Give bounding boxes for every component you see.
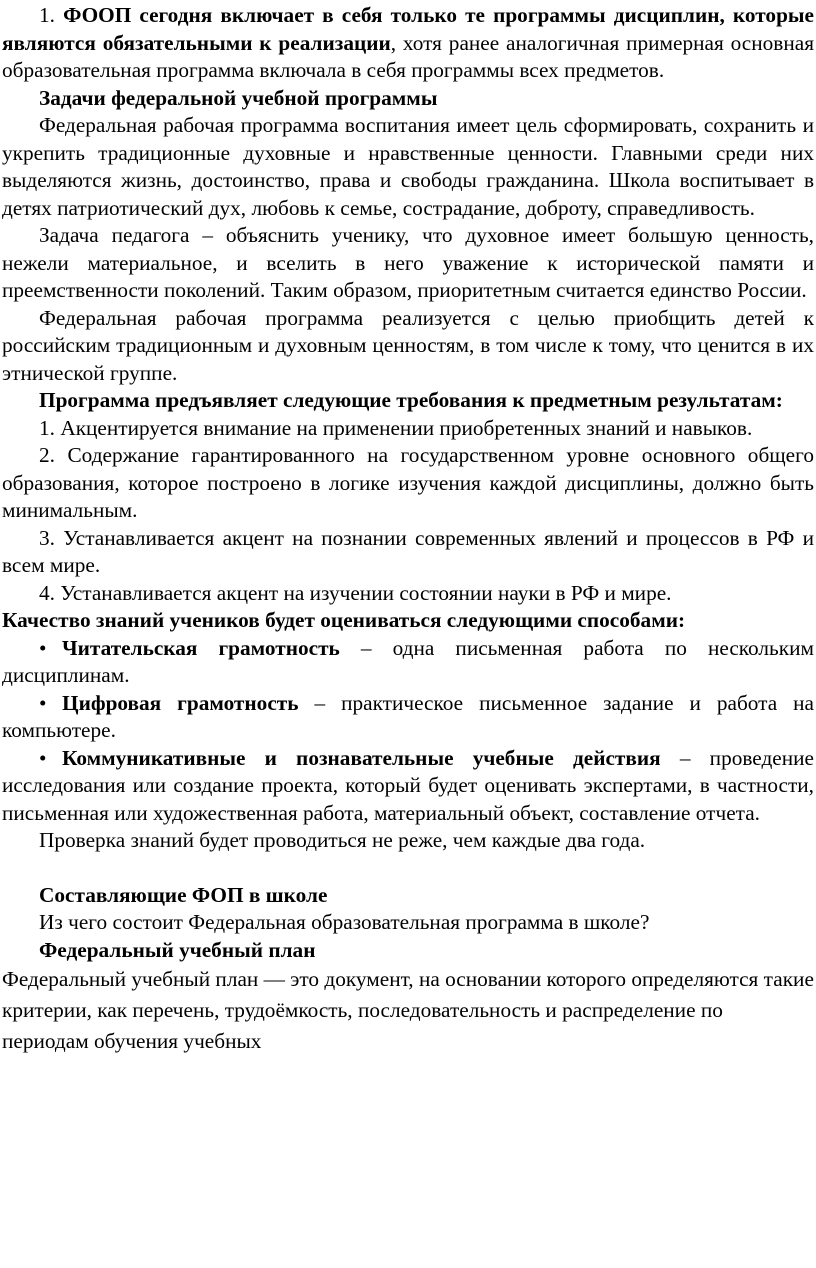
requirement-number: 4. xyxy=(39,580,55,605)
requirement-text: Устанавливается акцент на познании современных явлений и процессов в РФ и всем мире. xyxy=(2,525,814,577)
bullet-text: – проведение исследования или создание проекта, который будет оценивать экспертами, в частности, письменная или художественная работа, материальный объект, составление отчета. xyxy=(2,745,814,825)
requirement-number: 2. xyxy=(39,443,55,467)
requirement-number: 1. xyxy=(39,415,55,440)
paragraph-text: , хотя ранее аналогичная примерная основная образовательная программа включала в себя программы всех предметов. xyxy=(2,30,814,82)
heading-components: Составляющие ФОП в школе xyxy=(39,882,328,907)
requirement-item xyxy=(2,525,814,580)
paragraph-number: 1. xyxy=(39,3,55,27)
bullet-item xyxy=(2,745,814,828)
paragraph-question: Из чего состоит Федеральная образовательная программа в школе? xyxy=(39,910,650,934)
bullet-item xyxy=(2,635,814,690)
heading-tasks: Задачи федеральной учебной программы xyxy=(39,85,438,110)
requirement-item xyxy=(2,442,814,525)
paragraph-curriculum: Федеральный учебный план — это документ, на основании которого определяются такие критерии, как перечень, трудоёмкость, последовательность и распределение по периодам обучения учебных xyxy=(2,967,814,1053)
bullet-icon: • xyxy=(39,635,47,660)
bullet-text: – одна письменная работа по нескольким дисциплинам. xyxy=(2,635,814,687)
paragraph-teacher-task: Задача педагога – объяснить ученику, что духовное имеет большую ценность, нежели материальное, и вселить в него уважение к исторической памяти и преемственности поколений. Таким образом, приоритетным считается единство России. xyxy=(2,223,814,302)
bullet-term: Коммуникативные и познавательные учебные действия xyxy=(62,745,661,770)
bullet-item xyxy=(2,690,814,745)
requirement-number: 3. xyxy=(39,525,55,550)
paragraph-check-frequency: Проверка знаний будет проводиться не реже, чем каждые два года. xyxy=(39,828,646,852)
bullet-icon: • xyxy=(39,690,47,715)
paragraph-upbringing: Федеральная рабочая программа воспитания имеет цель сформировать, сохранить и укрепить традиционные духовные и нравственные ценности. Главными среди них выделяются жизнь, достоинство, права и свободы гражданина. Школа воспитывает в детях патриотический дух, любовь к семье, сострадание, доброту, справедливость. xyxy=(2,113,814,220)
bullet-text: – практическое письменное задание и работа на компьютере. xyxy=(2,690,814,742)
heading-quality: Качество знаний учеников будет оцениваться следующими способами: xyxy=(2,608,686,632)
bullet-term: Цифровая грамотность xyxy=(62,690,299,715)
requirement-item xyxy=(2,580,814,608)
bullet-icon: • xyxy=(39,745,47,770)
blank-line xyxy=(2,855,814,882)
requirement-text: Содержание гарантированного на государственном уровне основного общего образования, которое построено в логике изучения каждой дисциплины, должно быть минимальным. xyxy=(2,443,814,522)
requirement-item xyxy=(2,415,814,443)
paragraph-foop-intro xyxy=(2,2,814,85)
heading-requirements: Программа предъявляет следующие требования к предметным результатам: xyxy=(39,388,783,412)
bold-statement: ФООП сегодня включает в себя только те программы дисциплин, которые являются обязательными к реализации xyxy=(2,3,815,55)
paragraph-program-goal: Федеральная рабочая программа реализуется с целью приобщить детей к российским традиционным и духовным ценностям, в том числе к тому, что ценится в их этнической группе. xyxy=(2,305,814,385)
heading-curriculum: Федеральный учебный план xyxy=(39,937,316,962)
bullet-term: Читательская грамотность xyxy=(62,635,340,660)
requirement-text: Устанавливается акцент на изучении состоянии науки в РФ и мире. xyxy=(60,580,672,605)
requirement-text: Акцентируется внимание на применении приобретенных знаний и навыков. xyxy=(60,415,753,440)
